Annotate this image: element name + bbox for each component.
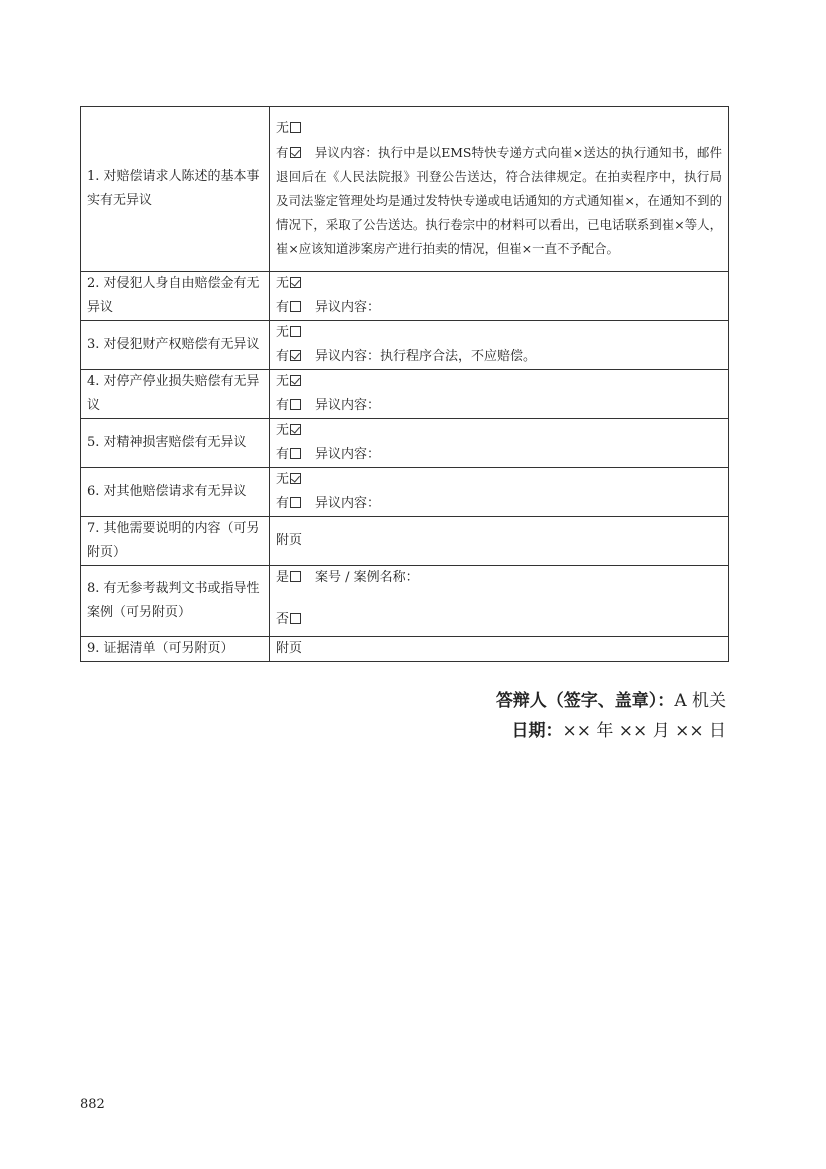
objection-label: 异议内容： bbox=[315, 447, 381, 462]
checkbox-no-checked[interactable] bbox=[290, 277, 301, 288]
option-no-label: 否 bbox=[276, 612, 290, 627]
question-cell: 7. 其他需要说明的内容（可另附页） bbox=[81, 517, 270, 566]
answer-cell bbox=[270, 272, 729, 321]
checkbox-no-checked[interactable] bbox=[290, 375, 301, 386]
respondent-value: A 机关 bbox=[674, 691, 726, 711]
answer-cell bbox=[270, 468, 729, 517]
date-value: ×× 年 ×× 月 ×× 日 bbox=[562, 721, 726, 741]
option-yes-label: 有 bbox=[276, 145, 289, 160]
date-label: 日期： bbox=[511, 721, 563, 741]
answer-cell bbox=[270, 370, 729, 419]
checkbox-yes[interactable] bbox=[290, 301, 301, 312]
checkbox-no[interactable] bbox=[290, 613, 301, 624]
objection-content: 执行程序合法，不应赔偿。 bbox=[380, 349, 537, 364]
respondent-signature bbox=[496, 686, 726, 711]
option-no-label: 无 bbox=[276, 121, 290, 136]
answer-cell bbox=[270, 107, 729, 272]
checkbox-yes-checked[interactable] bbox=[290, 350, 301, 361]
answer-cell bbox=[270, 566, 729, 637]
question-cell: 5. 对精神损害赔偿有无异议 bbox=[81, 419, 270, 468]
objection-label: 异议内容： bbox=[315, 349, 381, 364]
table-row bbox=[81, 419, 729, 468]
table-row bbox=[81, 566, 729, 637]
checkbox-yes-checked[interactable] bbox=[290, 147, 301, 158]
question-cell: 9. 证据清单（可另附页） bbox=[81, 637, 270, 662]
answer-cell bbox=[270, 321, 729, 370]
objection-content: 执行中是以EMS特快专递方式向崔×送达的执行通知书，邮件退回后在《人民法院报》刊登公告送达，符合法律规定。在拍卖程序中，执行局及司法鉴定管理处均是通过发特快专递或电话通知的方式通知崔×，在通知不到的情况下，采取了公告送达。执行卷宗中的材料可以看出，已电话联系到崔×等人，崔×应该知道涉案房产进行拍卖的情况，但崔×一直不予配合。 bbox=[276, 145, 723, 256]
page-number: 882 bbox=[80, 1097, 105, 1112]
signature-date bbox=[512, 716, 726, 741]
question-cell: 1. 对赔偿请求人陈述的基本事实有无异议 bbox=[81, 107, 270, 272]
table-row bbox=[81, 321, 729, 370]
table-row bbox=[81, 468, 729, 517]
option-yes-label: 有 bbox=[276, 300, 290, 315]
objection-label: 异议内容： bbox=[315, 496, 381, 511]
option-yes-label: 是 bbox=[276, 570, 290, 585]
objection-label: 异议内容： bbox=[314, 145, 379, 160]
answer-cell bbox=[270, 419, 729, 468]
option-no-label: 无 bbox=[276, 276, 290, 291]
checkbox-yes[interactable] bbox=[290, 497, 301, 508]
objection-label: 异议内容： bbox=[315, 398, 381, 413]
question-cell: 4. 对停产停业损失赔偿有无异议 bbox=[81, 370, 270, 419]
objection-label: 异议内容： bbox=[315, 300, 381, 315]
question-cell: 8. 有无参考裁判文书或指导性案例（可另附页） bbox=[81, 566, 270, 637]
case-number-label: 案号 / 案例名称： bbox=[315, 570, 419, 585]
question-cell: 3. 对侵犯财产权赔偿有无异议 bbox=[81, 321, 270, 370]
answer-cell: 附页 bbox=[270, 637, 729, 662]
checkbox-no[interactable] bbox=[290, 326, 301, 337]
table-row bbox=[81, 370, 729, 419]
table-row bbox=[81, 272, 729, 321]
option-no-label: 无 bbox=[276, 423, 290, 438]
option-no-label: 无 bbox=[276, 374, 290, 389]
defense-form-table bbox=[80, 106, 729, 662]
checkbox-yes[interactable] bbox=[290, 399, 301, 410]
checkbox-yes[interactable] bbox=[290, 571, 301, 582]
checkbox-no[interactable] bbox=[290, 122, 301, 133]
table-row bbox=[81, 637, 729, 662]
option-yes-label: 有 bbox=[276, 398, 290, 413]
question-cell: 2. 对侵犯人身自由赔偿金有无异议 bbox=[81, 272, 270, 321]
respondent-label: 答辩人（签字、盖章）： bbox=[495, 691, 675, 711]
table-row bbox=[81, 107, 729, 272]
option-no-label: 无 bbox=[276, 325, 290, 340]
option-yes-label: 有 bbox=[276, 447, 290, 462]
option-yes-label: 有 bbox=[276, 349, 290, 364]
answer-cell: 附页 bbox=[270, 517, 729, 566]
checkbox-yes[interactable] bbox=[290, 448, 301, 459]
checkbox-no-checked[interactable] bbox=[290, 473, 301, 484]
option-no-label: 无 bbox=[276, 472, 290, 487]
question-cell: 6. 对其他赔偿请求有无异议 bbox=[81, 468, 270, 517]
option-yes-label: 有 bbox=[276, 496, 290, 511]
table-row bbox=[81, 517, 729, 566]
checkbox-no-checked[interactable] bbox=[290, 424, 301, 435]
